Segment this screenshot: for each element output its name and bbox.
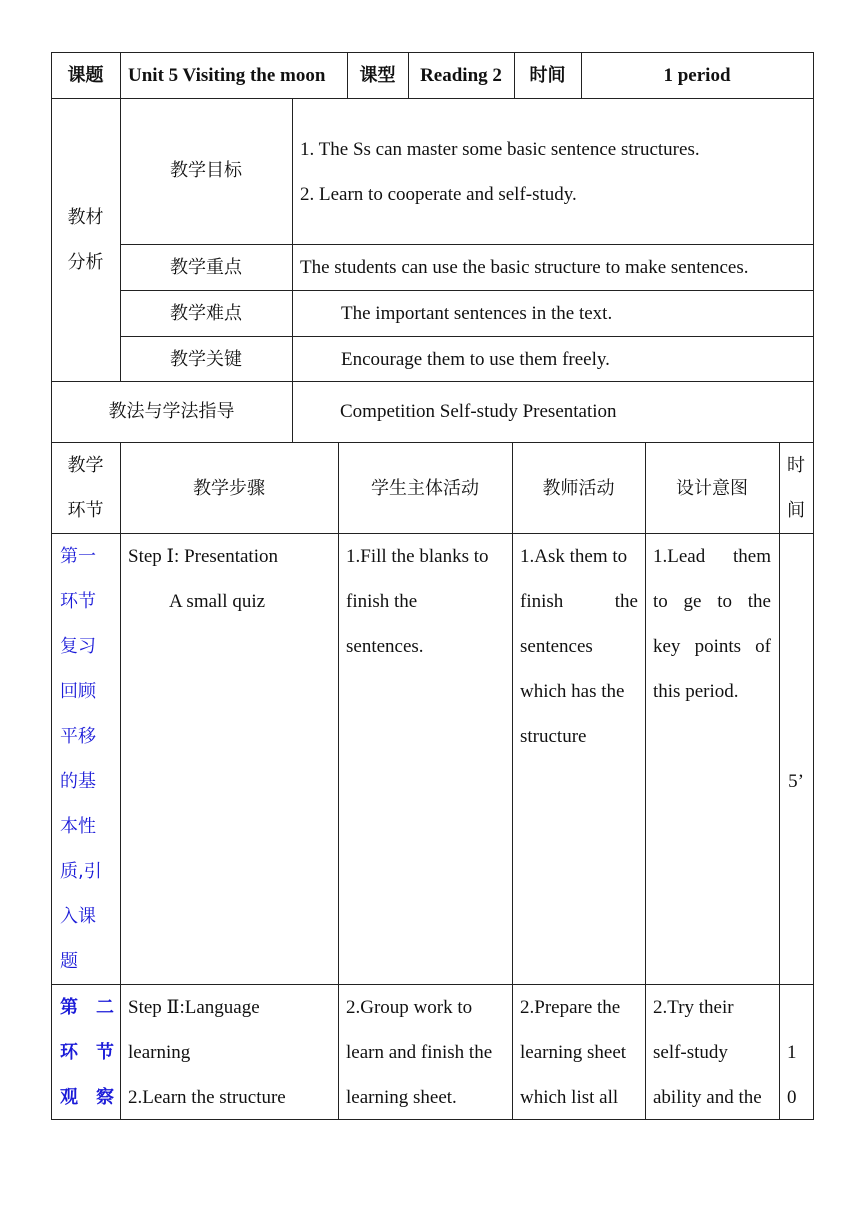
key-value: Encourage them to use them freely. (341, 349, 610, 370)
design-line: key points of (653, 636, 771, 657)
step-line: 2.Learn the structure (128, 1087, 286, 1108)
stage-line: 环节 (60, 591, 96, 612)
step-line: Step Ⅰ: Presentation (128, 546, 278, 567)
topic-label: 课题 (67, 65, 104, 86)
focus-value: The students can use the basic structure to make sentences. (300, 257, 749, 278)
table-border-line (120, 442, 121, 1120)
table-border-line (338, 442, 339, 1120)
row1-steps (128, 534, 336, 624)
design-line: 1.Lead them (653, 546, 771, 567)
stage-line: 本性 (60, 816, 96, 837)
row1-time: 5’ (788, 771, 804, 792)
method-value: Competition Self-study Presentation (340, 401, 617, 422)
col-stage-line2: 环节 (67, 500, 104, 521)
student-line: 2.Group work to (346, 997, 473, 1018)
row2-student (346, 985, 510, 1120)
table-border-line (813, 52, 814, 1120)
teacher-line: 2.Prepare the (520, 997, 621, 1018)
student-line: learn and finish the (346, 1042, 493, 1063)
time-line: 0 (787, 1087, 797, 1108)
row2-stage (60, 985, 114, 1120)
student-line: finish the (346, 591, 418, 612)
analysis-label-line1: 教材 (67, 207, 104, 228)
row1-stage (60, 534, 120, 984)
method-label: 教法与学法指导 (108, 401, 235, 422)
row2-design (653, 985, 777, 1120)
goal-line1: 1. The Ss can master some basic sentence structures. (300, 139, 700, 160)
step-line: Step Ⅱ:Language (128, 997, 260, 1018)
table-border-line (292, 98, 293, 443)
type-label: 课型 (359, 65, 396, 86)
stage-line: 环 节 (60, 1042, 114, 1063)
difficulty-label: 教学难点 (170, 303, 242, 324)
student-line: learning sheet. (346, 1087, 457, 1108)
stage-line: 题 (60, 951, 78, 972)
teacher-line: structure (520, 726, 587, 747)
step-line: learning (128, 1042, 191, 1063)
goal-line2: 2. Learn to cooperate and self-study. (300, 184, 577, 205)
teacher-line: which has the (520, 681, 625, 702)
stage-line: 第 二 (60, 997, 114, 1018)
teacher-line: learning sheet (520, 1042, 627, 1063)
student-line: 1.Fill the blanks to (346, 546, 489, 567)
design-line: 2.Try their (653, 997, 734, 1018)
row2-steps (128, 985, 336, 1120)
time-line: 1 (787, 1042, 797, 1063)
difficulty-value: The important sentences in the text. (341, 303, 613, 324)
time-value: 1 period (663, 65, 731, 86)
row2-time (787, 1030, 807, 1120)
analysis-label-line2: 分析 (67, 252, 104, 273)
stage-line: 回顾 (60, 681, 96, 702)
stage-line: 第一 (60, 546, 96, 567)
stage-line: 平移 (60, 726, 96, 747)
design-line: to ge to the (653, 591, 771, 612)
table-border-line (512, 442, 513, 1120)
col-design: 设计意图 (676, 478, 748, 499)
stage-line: 入课 (60, 906, 96, 927)
table-border-line (51, 98, 814, 99)
teacher-line: finish the (520, 591, 638, 612)
step-line: A small quiz (169, 591, 266, 612)
teacher-line: 1.Ask them to (520, 546, 628, 567)
design-line: this period. (653, 681, 739, 702)
col-student: 学生主体活动 (371, 478, 479, 499)
row1-student (346, 534, 508, 669)
teacher-line: which list all (520, 1087, 619, 1108)
row1-teacher (520, 534, 638, 759)
teacher-line: sentences (520, 636, 593, 657)
table-border-line (51, 442, 814, 443)
col-stage-line1: 教学 (67, 455, 104, 476)
design-line: self-study (653, 1042, 728, 1063)
table-border-line (645, 442, 646, 1120)
student-line: sentences. (346, 636, 424, 657)
topic-value: Unit 5 Visiting the moon (128, 65, 326, 86)
col-time-line1: 时 (787, 455, 805, 476)
time-label: 时间 (529, 65, 566, 86)
row2-teacher (520, 985, 642, 1120)
stage-line: 复习 (60, 636, 96, 657)
stage-line: 观 察 (60, 1087, 114, 1108)
row1-design (653, 534, 771, 714)
col-time-line2: 间 (787, 500, 805, 521)
col-steps: 教学步骤 (193, 478, 265, 499)
type-value: Reading 2 (420, 65, 502, 86)
col-teacher: 教师活动 (542, 478, 615, 499)
design-line: ability and the (653, 1087, 762, 1108)
key-label: 教学关键 (170, 349, 242, 370)
stage-line: 质,引 (60, 861, 102, 882)
stage-line: 的基 (60, 771, 96, 792)
goal-label: 教学目标 (170, 160, 242, 181)
focus-label: 教学重点 (170, 257, 242, 278)
